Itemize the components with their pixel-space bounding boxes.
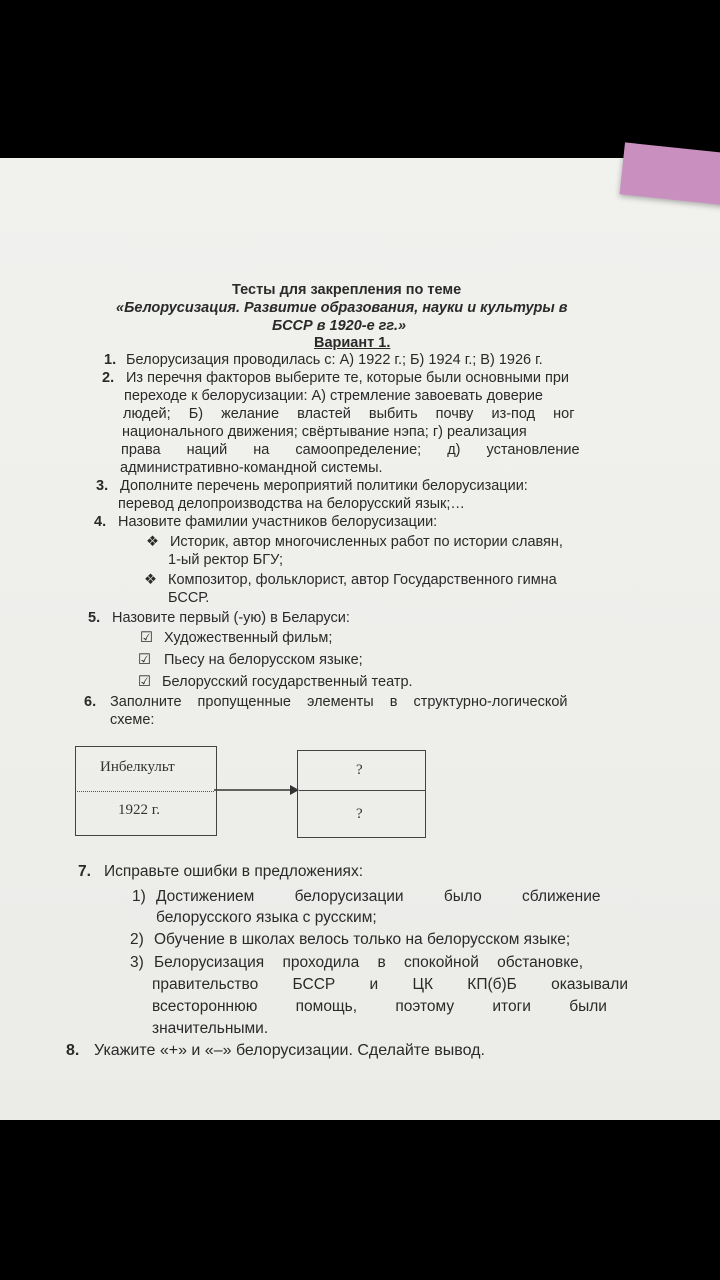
worksheet-title: Тесты для закрепления по теме bbox=[232, 282, 462, 298]
diagram-left-bottom-label: 1922 г. bbox=[118, 802, 160, 818]
q3-number: 3. bbox=[96, 478, 109, 494]
q7-item3-line3: всестороннюю помощь, поэтому итоги были bbox=[152, 998, 607, 1015]
q5-text: Назовите первый (-ую) в Беларуси: bbox=[112, 610, 350, 626]
q4-bullet1-line2: 1-ый ректор БГУ; bbox=[168, 552, 284, 568]
variant-label: Вариант 1. bbox=[314, 335, 391, 351]
q2-number: 2. bbox=[102, 370, 115, 386]
q4-number: 4. bbox=[94, 514, 107, 530]
q7-item3-line1: Белорусизация проходила в спокойной обстановке, bbox=[154, 954, 584, 971]
q2-line4: национального движения; свёртывание нэпа; г) реализация bbox=[122, 424, 527, 440]
q7-item1-line2: белорусского языка с русским; bbox=[156, 909, 377, 926]
q8-text: Укажите «+» и «–» белорусизации. Сделайте вывод. bbox=[94, 1042, 485, 1059]
diagram-arrow-icon bbox=[214, 783, 300, 797]
diagram-left-top-label: Инбелкульт bbox=[100, 759, 175, 775]
q4-bullet2-line1: Композитор, фольклорист, автор Государственного гимна bbox=[168, 572, 557, 588]
checkbox-icon: ☑ bbox=[138, 674, 151, 690]
q1-number: 1. bbox=[104, 352, 117, 368]
q2-line2: переходе к белорусизации: А) стремление завоевать доверие bbox=[124, 388, 543, 404]
q7-number: 7. bbox=[78, 863, 91, 880]
q5-item3: Белорусский государственный театр. bbox=[162, 674, 413, 690]
diamond-bullet-icon: ❖ bbox=[146, 534, 159, 550]
diagram-right-top-label: ? bbox=[356, 762, 363, 778]
q7-item2-number: 2) bbox=[130, 931, 144, 948]
q7-item3-number: 3) bbox=[130, 954, 144, 971]
q6-number: 6. bbox=[84, 694, 97, 710]
worksheet-subtitle-line2: БССР в 1920-е гг.» bbox=[272, 318, 407, 334]
q2-line6: административно-командной системы. bbox=[120, 460, 383, 476]
q2-line1: Из перечня факторов выберите те, которые были основными при bbox=[126, 370, 569, 386]
q2-line5: права наций на самоопределение; д) установление bbox=[121, 442, 580, 458]
q5-item1: Художественный фильм; bbox=[164, 630, 333, 646]
checkbox-icon: ☑ bbox=[140, 630, 153, 646]
q4-bullet2-line2: БССР. bbox=[168, 590, 210, 606]
q8-number: 8. bbox=[66, 1042, 80, 1059]
q1-text: Белорусизация проводилась с: А) 1922 г.; Б) 1924 г.; В) 1926 г. bbox=[126, 352, 543, 368]
q3-line2: перевод делопроизводства на белорусский язык;… bbox=[118, 496, 465, 512]
q7-item1-line1: Достижением белорусизации было сближение bbox=[156, 888, 601, 905]
q7-item3-line4: значительными. bbox=[152, 1020, 269, 1037]
checkbox-icon: ☑ bbox=[138, 652, 151, 668]
worksheet bbox=[0, 158, 720, 1120]
diamond-bullet-icon: ❖ bbox=[144, 572, 157, 588]
q2-line3: людей; Б) желание властей выбить почву из-под ног bbox=[123, 406, 575, 422]
diagram-right-bottom-label: ? bbox=[356, 806, 363, 822]
q3-line1: Дополните перечень мероприятий политики белорусизации: bbox=[120, 478, 528, 494]
q7-item3-line2: правительство БССР и ЦК КП(б)Б оказывали bbox=[152, 976, 628, 993]
q7-item2-line1: Обучение в школах велось только на белорусском языке; bbox=[154, 931, 571, 948]
diagram-right-divider bbox=[299, 790, 425, 791]
q7-item1-number: 1) bbox=[132, 888, 146, 905]
q6-line1: Заполните пропущенные элементы в структурно-логической bbox=[110, 694, 568, 710]
paper-sheet bbox=[0, 158, 720, 1120]
q5-number: 5. bbox=[88, 610, 101, 626]
diagram-left-divider bbox=[77, 791, 214, 792]
q4-text: Назовите фамилии участников белорусизации: bbox=[118, 514, 438, 530]
worksheet-subtitle-line1: «Белорусизация. Развитие образования, науки и культуры в bbox=[116, 300, 568, 316]
q4-bullet1-line1: Историк, автор многочисленных работ по истории славян, bbox=[170, 534, 563, 550]
q7-text: Исправьте ошибки в предложениях: bbox=[104, 863, 364, 880]
q6-line2: схеме: bbox=[110, 712, 155, 728]
q5-item2: Пьесу на белорусском языке; bbox=[164, 652, 363, 668]
